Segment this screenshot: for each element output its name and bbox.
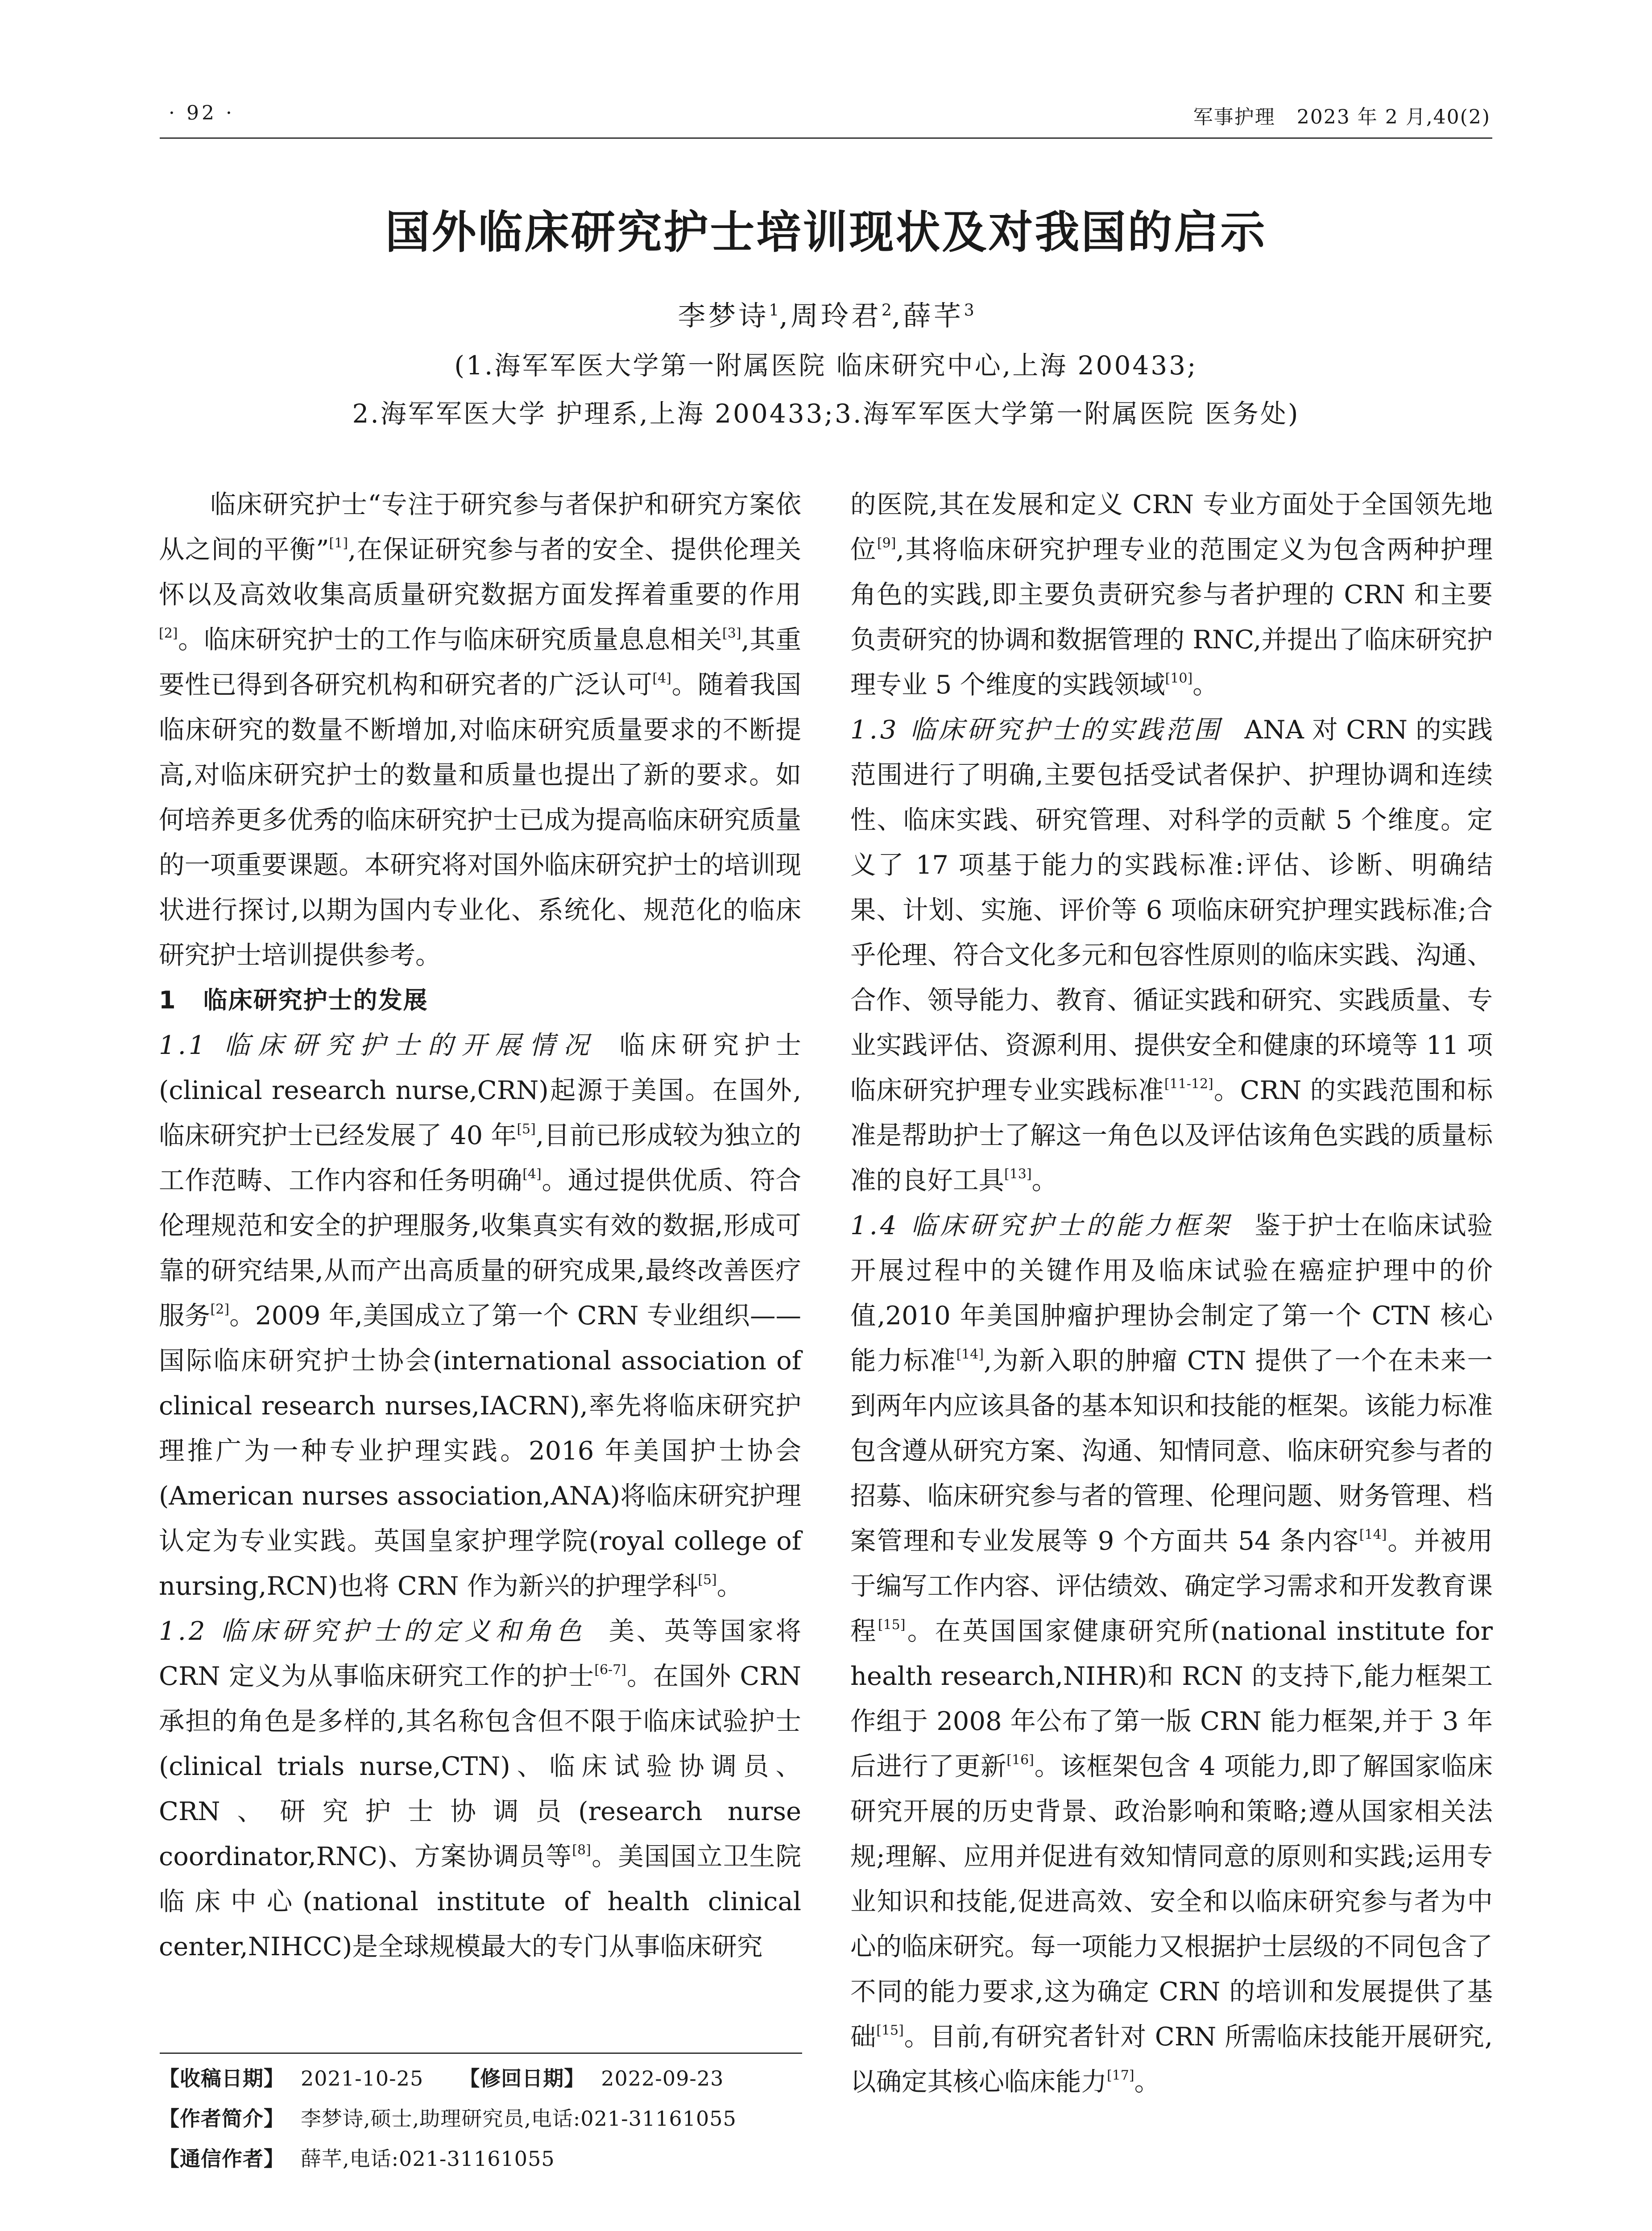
citation: [2]	[159, 626, 178, 641]
journal-name: 军事护理	[1193, 106, 1275, 129]
section-heading: 1 临床研究护士的发展	[159, 986, 428, 1014]
author-separator: ,	[891, 299, 903, 332]
journal-issue: 2023 年 2 月,40(2)	[1296, 106, 1491, 129]
citation: [10]	[1165, 671, 1193, 686]
subsection-1-2: 1.2 临床研究护士的定义和角色 美、英等国家将 CRN 定义为从事临床研究工作的护士[6-7]。在国外 CRN 承担的角色是多样的,其名称包含但不限于临床试验护士(clinical trials nurse,CTN)、临床试验协调员、CRN、研究护士协调员(research nurse coordinator,RNC)、方案协调员等[8]。美国国立卫生院临床中心(national institute of health clinical center,NIHCC)是全球规模最大的专门从事临床研究	[159, 1616, 801, 1961]
subsection-1-1: 1.1 临床研究护士的开展情况 临床研究护士(clinical research nurse,CRN)起源于美国。在国外,临床研究护士已经发展了 40 年[5],目前已形成较为独立的工作范畴、工作内容和任务明确[4]。通过提供优质、符合伦理规范和安全的护理服务,收集真实有效的数据,形成可靠的研究结果,从而产出高质量的研究成果,最终改善医疗服务[2]。2009 年,美国成立了第一个 CRN 专业组织——国际临床研究护士协会(international association of clinical research nurses,IACRN),率先将临床研究护理推广为一种专业护理实践。2016 年美国护士协会(American nurses association,ANA)将临床研究护理认定为专业实践。英国皇家护理学院(royal college of nursing,RCN)也将 CRN 作为新兴的护理学科[5]。	[159, 1030, 802, 1601]
author-mark: 1	[769, 301, 779, 320]
page-number: · 92 ·	[169, 102, 235, 124]
subsection-heading: 1.2 临床研究护士的定义和角色	[159, 1616, 587, 1646]
citation: [4]	[652, 671, 671, 686]
author-name: 李梦诗	[678, 299, 769, 332]
citation: [17]	[1107, 2068, 1134, 2083]
footnote-rule	[160, 2053, 802, 2054]
footnote-correspondence: 【通信作者】 薛芊,电话:021-31161055	[159, 2147, 555, 2171]
citation: [6-7]	[594, 1662, 626, 1678]
subsection-heading: 1.4 临床研究护士的能力框架	[850, 1211, 1233, 1240]
subsection-heading: 1.1 临床研究护士的开展情况	[159, 1030, 597, 1060]
footnote-author-bio: 【作者简介】 李梦诗,硕士,助理研究员,电话:021-31161055	[159, 2107, 737, 2131]
citation: [4]	[522, 1166, 542, 1182]
journal-header	[1193, 101, 1491, 129]
citation: [1]	[329, 535, 348, 551]
citation: [2]	[210, 1302, 230, 1317]
citation: [15]	[878, 1617, 906, 1633]
right-column	[850, 482, 1493, 2104]
citation: [9]	[877, 535, 896, 551]
intro-paragraph: 临床研究护士“专注于研究参与者保护和研究方案依从之间的平衡”[1],在保证研究参与者的安全、提供伦理关怀以及高效收集高质量研究数据方面发挥着重要的作用[2]。临床研究护士的工作与临床研究质量息息相关[3],其重要性已得到各研究机构和研究者的广泛认可[4]。随着我国临床研究的数量不断增加,对临床研究质量要求的不断提高,对临床研究护士的数量和质量也提出了新的要求。如何培养更多优秀的临床研究护士已成为提高临床研究质量的一项重要课题。本研究将对国外临床研究护士的培训现状进行探讨,以期为国内专业化、系统化、规范化的临床研究护士培训提供参考。	[159, 489, 802, 970]
author-mark: 3	[964, 301, 974, 320]
article-title: 国外临床研究护士培训现状及对我国的启示	[385, 206, 1267, 258]
author-separator: ,	[779, 299, 791, 332]
citation: [5]	[698, 1572, 717, 1588]
header-rule	[160, 137, 1492, 139]
author-name: 薛芊	[903, 299, 964, 332]
subsection-heading: 1.3 临床研究护士的实践范围	[850, 715, 1222, 745]
author-name: 周玲君	[791, 299, 882, 332]
citation: [14]	[1359, 1527, 1387, 1543]
footnote-dates: 【收稿日期】 2021-10-25 【修回日期】 2022-09-23	[159, 2066, 724, 2090]
citation: [3]	[722, 626, 741, 641]
left-column	[159, 482, 801, 1969]
subsection-1-4: 1.4 临床研究护士的能力框架 鉴于护士在临床试验开展过程中的关键作用及临床试验在癌症护理中的价值,2010 年美国肿瘤护理协会制定了第一个 CTN 核心能力标准[14],为新入职的肿瘤 CTN 提供了一个在未来一到两年内应该具备的基本知识和技能的框架。该能力标准包含遵从研究方案、沟通、知情同意、临床研究参与者的招募、临床研究参与者的管理、伦理问题、财务管理、档案管理和专业发展等 9 个方面共 54 条内容[14]。并被用于编写工作内容、评估绩效、确定学习需求和开发教育课程[15]。在英国国家健康研究所(national institute for health research,NIHR)和 RCN 的支持下,能力框架工作组于 2008 年公布了第一版 CRN 能力框架,并于 3 年后进行了更新[16]。该框架包含 4 项能力,即了解国家临床研究开展的历史背景、政治影响和策略;遵从国家相关法规;理解、应用并促进有效知情同意的原则和实践;运用专业知识和技能,促进高效、安全和以临床研究参与者为中心的临床研究。每一项能力又根据护士层级的不同包含了不同的能力要求,这为确定 CRN 的培训和发展提供了基础[15]。目前,有研究者针对 CRN 所需临床技能开展研究,以确定其核心临床能力[17]。	[850, 1211, 1493, 2097]
citation: [15]	[876, 2023, 904, 2038]
citation: [14]	[956, 1347, 984, 1362]
citation: [13]	[1004, 1166, 1032, 1182]
subsection-1-3: 1.3 临床研究护士的实践范围 ANA 对 CRN 的实践范围进行了明确,主要包括受试者保护、护理协调和连续性、临床实践、研究管理、对科学的贡献 5 个维度。定义了 17 项基于能力的实践标准:评估、诊断、明确结果、计划、实施、评价等 6 项临床研究护理实践标准;合乎伦理、符合文化多元和包容性原则的临床实践、沟通、合作、领导能力、教育、循证实践和研究、实践质量、专业实践评估、资源利用、提供安全和健康的环境等 11 项临床研究护理专业实践标准[11-12]。CRN 的实践范围和标准是帮助护士了解这一角色以及评估该角色实践的质量标准的良好工具[13]。	[850, 715, 1493, 1195]
citation: [5]	[517, 1121, 536, 1137]
author-list	[0, 294, 1652, 333]
author-mark: 2	[882, 301, 892, 320]
citation: [11-12]	[1164, 1076, 1213, 1092]
subsection-1-2-continued: 的医院,其在发展和定义 CRN 专业方面处于全国领先地位[9],其将临床研究护理专业的范围定义为包含两种护理角色的实践,即主要负责研究参与者护理的 CRN 和主要负责研究的协调和数据管理的 RNC,并提出了临床研究护理专业 5 个维度的实践领域[10]。	[850, 489, 1493, 700]
citation: [16]	[1006, 1752, 1034, 1768]
affiliation-line: 2.海军军医大学 护理系,上海 200433;3.海军军医大学第一附属医院 医务处)	[352, 398, 1300, 429]
citation: [8]	[572, 1842, 591, 1858]
affiliation-line: (1.海军军医大学第一附属医院 临床研究中心,上海 200433;	[454, 350, 1198, 381]
